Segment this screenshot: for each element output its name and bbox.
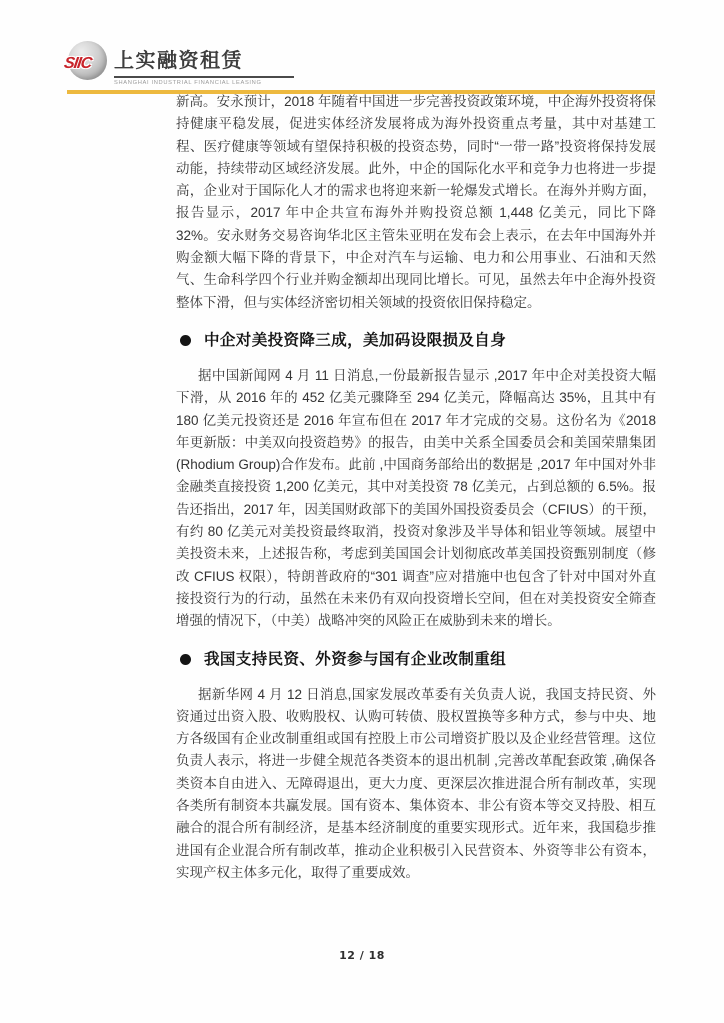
bullet-icon [180,654,191,665]
company-name-en: SHANGHAI INDUSTRIAL FINANCIAL LEASING [114,80,262,86]
paragraph-us-investment: 据中国新闻网 4 月 11 日消息,一份最新报告显示 ,2017 年中企对美投资大幅下滑，从 2016 年的 452 亿美元骤降至 294 亿美元，降幅高达 35%，且其中有 180 亿美元投资还是 2016 年宣布但在 2017 年才完成的交易。这份名为《2018 年更新版：中美双向投资趋势》的报告，由美中关系全国委员会和美国荣鼎集团(Rhodium Group)合作发布。此前 ,中国商务部给出的数据是 ,2017 年中国对外非金融类直接投资 1,200 亿美元，其中对美投资 78 亿美元，占到总额的 6.5%。报告还指出，2017 年，因美国财政部下的美国外国投资委员会（CFIUS）的干预，有约 80 亿美元对美投资最终取消，投资对象涉及半导体和铝业等领域。展望中美投资未来，上述报告称，考虑到美国国会计划彻底改革美国投资甄别制度（修改 CFIUS 权限），特朗普政府的“301 调查”应对措施中也包含了针对中国对外直接投资行为的行动，虽然在未来仍有双向投资增长空间，但在对美投资安全筛查增强的情况下，（中美）战略冲突的风险正在威胁到未来的增长。 [176,367,656,629]
siic-logo-text: SIIC [62,55,93,72]
company-name-cn: 上实融资租赁 [114,44,294,78]
logo-text-block [114,41,294,87]
section-heading-text: 中企对美投资降三成，美加码设限损及自身 [204,331,507,349]
section-heading-us-investment [176,330,656,352]
page-footer [0,946,724,964]
page-number: 12 / 18 [339,949,385,962]
document-body [176,91,656,884]
paragraph-overseas-investment: 新高。安永预计，2018 年随着中国进一步完善投资政策环境，中企海外投资将保持健康平稳发展，促进实体经济发展将成为海外投资重点考量，其中对基建工程、医疗健康等领域有望保持积极的投资态势，同时“一带一路”投资将保持发展动能，持续带动区域经济发展。此外，中企的国际化水平和竞争力也将进一步提高，企业对于国际化人才的需求也将迎来新一轮爆发式增长。在海外并购方面，报告显示，2017 年中企共宣布海外并购投资总额 1,448 亿美元，同比下降 32%。安永财务交易咨询华北区主管朱亚明在发布会上表示，在去年中国海外并购金额大幅下降的背景下，中企对汽车与运输、电力和公用事业、石油和天然气、生命科学四个行业并购金额却出现同比增长。可见，虽然去年中企海外投资整体下滑，但与实体经济密切相关领域的投资依旧保持稳定。 [176,94,656,310]
company-logo [62,41,294,87]
siic-globe-icon [62,41,107,80]
bullet-icon [180,335,191,346]
paragraph-soe-reform: 据新华网 4 月 12 日消息,国家发展改革委有关负责人说，我国支持民资、外资通过出资入股、收购股权、认购可转债、股权置换等多种方式，参与中央、地方各级国有企业改制重组或国有控股上市公司增资扩股以及企业经营管理。这位负责人表示，将进一步健全规范各类资本的退出机制 ,完善改革配套政策 ,确保各类资本自由进入、无障碍退出，更大力度、更深层次推进混合所有制改革，实现各类所有制资本共赢发展。国有资本、集体资本、非公有资本等交叉持股、相互融合的混合所有制经济，是基本经济制度的重要实现形式。近年来，我国稳步推进国有企业混合所有制改革，推动企业积极引入民营资本、外资等非公有资本，实现产权主体多元化，取得了重要成效。 [176,686,656,880]
section-heading-soe-reform [176,649,656,671]
section-heading-text: 我国支持民资、外资参与国有企业改制重组 [204,650,507,668]
